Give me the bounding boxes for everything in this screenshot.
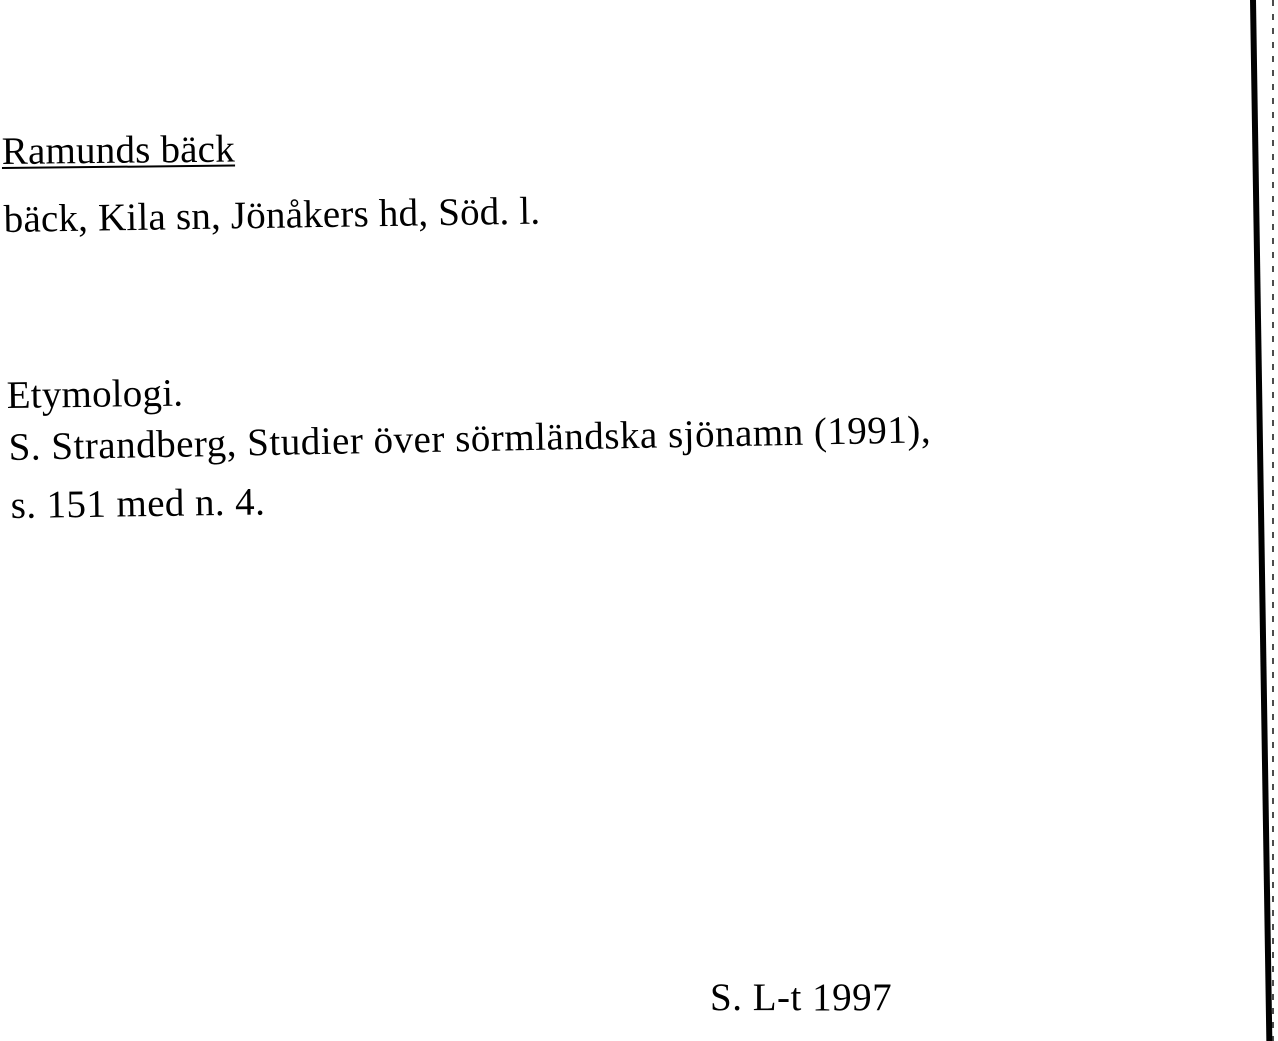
locality-description: bäck, Kila sn, Jönåkers hd, Söd. l. <box>3 189 541 241</box>
author-signature: S. L-t 1997 <box>710 976 893 1019</box>
headword-title: Ramunds bäck <box>1 127 236 173</box>
etymology-reference-line-2: s. 151 med n. 4. <box>10 480 266 527</box>
card-edge-border <box>1250 0 1272 1041</box>
etymology-label: Etymologi. <box>6 371 184 417</box>
scan-edge-artifact <box>1272 0 1274 1041</box>
etymology-reference-line-1: S. Strandberg, Studier över sörmländska sjönamn (1991), <box>8 408 932 469</box>
